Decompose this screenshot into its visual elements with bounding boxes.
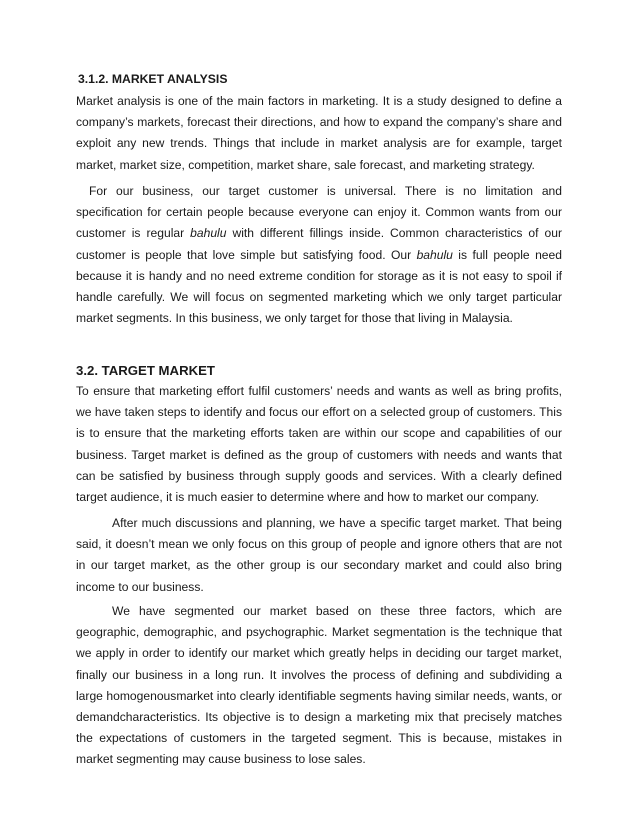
section-heading-target-market: 3.2. TARGET MARKET: [76, 363, 215, 378]
paragraph-text: is full people need because it is handy and no need extreme condition for storage as it is not easy to spoil if handle carefully. We will focus on segmented marketing which we only target particular market segments. In this business, we only target for those that living in Malaysia.: [76, 247, 562, 326]
target-market-paragraph-2: After much discussions and planning, we have a specific target market. That being said, it doesn’t mean we only focus on this group of people and ignore others that are not in our target market, as the other group is our secondary market and could also bring income to our business.: [76, 516, 562, 594]
market-analysis-paragraph-1: Market analysis is one of the main factors in marketing. It is a study designed to define a company’s markets, forecast their directions, and how to expand the company’s share and exploit any new trends. Things that include in market analysis are for example, target market, market size, competition, market share, sale forecast, and marketing strategy.: [76, 94, 562, 172]
italic-term: bahulu: [190, 226, 227, 241]
paragraph-text: with different fillings inside. Common characteristics of our customer is people that love simple but satisfying food. Our: [76, 226, 562, 262]
italic-term: bahulu: [416, 247, 453, 262]
target-market-paragraph-1: To ensure that marketing effort fulfil customers’ needs and wants as well as bring profits, we have taken steps to identify and focus our effort on a selected group of customers. This is to ensure that the marketing efforts taken are within our scope and capabilities of our business. Target market is defined as the group of customers with needs and wants that can be satisfied by business through supply goods and services. With a clearly defined target audience, it is much easier to determine where and how to market our company.: [76, 384, 562, 505]
market-analysis-paragraph-2: [76, 181, 562, 329]
paragraph-text: For our business, our target customer is universal. There is no limitation and specification for certain people because everyone can enjoy it. Common wants from our customer is regular: [76, 184, 562, 241]
target-market-paragraph-3: We have segmented our market based on these three factors, which are geographic, demographic, and psychographic. Market segmentation is the technique that we apply in order to identify our market which greatly helps in deciding our target market, finally our business in a long run. It involves the process of defining and subdividing a large homogenousmarket into clearly identifiable segments having similar needs, wants, or demandcharacteristics. Its objective is to design a marketing mix that precisely matches the expectations of customers in the targeted segment. This is because, mistakes in market segmenting may cause business to lose sales.: [76, 604, 562, 767]
section-heading-market-analysis: 3.1.2. MARKET ANALYSIS: [78, 72, 228, 86]
